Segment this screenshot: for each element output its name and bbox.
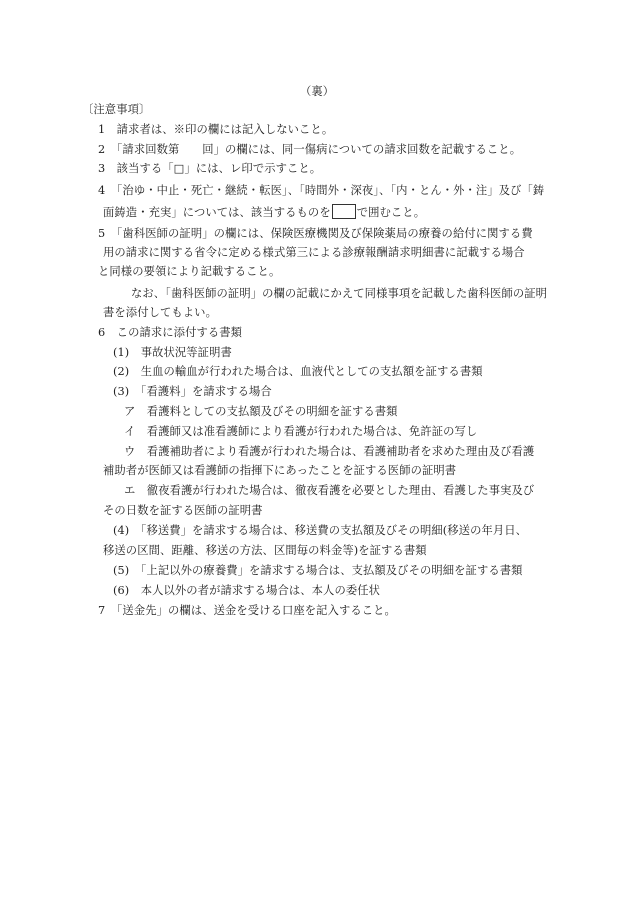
note-7: 7 「送金先」の欄は、送金を受ける口座を記入すること。 [98, 604, 396, 617]
note-5-line-1: 5 「歯科医師の証明」の欄には、保険医療機関及び保険薬局の療養の給付に関する費 [98, 227, 533, 240]
note-6-item-4-line-2: 移送の区間、距離、移送の方法、区間毎の料金等)を証する書類 [103, 544, 427, 557]
note-6-3-e-line-2: その日数を証する医師の証明書 [103, 504, 263, 517]
note-6-item-5: (5) 「上記以外の療養費」を請求する場合は、支払額及びその明細を証する書類 [113, 564, 523, 577]
note-5-line-3: と同様の要領により記載すること。 [98, 265, 281, 278]
note-1: 1 請求者は、※印の欄には記入しないこと。 [98, 123, 334, 136]
note-5-line-5: 書を添付してもよい。 [103, 306, 217, 319]
note-6-3-i: イ 看護師又は准看護師により看護が行われた場合は、免許証の写し [124, 425, 478, 438]
note-6-3-u-line-2: 補助者が医師又は看護師の指揮下にあったことを証する医師の証明書 [103, 464, 457, 477]
notes-heading: 〔注意事項〕 [82, 103, 151, 116]
note-4-line-2 [103, 204, 425, 220]
note-6-3-e-line-1: エ 徹夜看護が行われた場合は、徹夜看護を必要とした理由、看護した事実及び [124, 484, 535, 497]
note-6-item-3: (3) 「看護料」を請求する場合 [113, 385, 272, 398]
note-5-line-2: 用の請求に関する省令に定める様式第三による診療報酬請求明細書に記載する場合 [103, 246, 525, 259]
note-4-text-after-box: で囲むこと。 [356, 206, 426, 219]
note-2: 2 「請求回数第 回」の欄には、同一傷病についての請求回数を記載すること。 [98, 143, 522, 156]
note-6-item-6: (6) 本人以外の者が請求する場合は、本人の委任状 [113, 584, 381, 597]
note-5-line-4: なお、「歯科医師の証明」の欄の記載にかえて同様事項を記載した歯科医師の証明 [131, 287, 548, 300]
note-3: 3 該当する「□」には、レ印で示すこと。 [98, 162, 322, 175]
note-6-item-4-line-1: (4) 「移送費」を請求する場合は、移送費の支払額及びその明細(移送の年月日、 [113, 524, 528, 537]
note-4-line-1: 4 「治ゆ・中止・死亡・継続・転医」、「時間外・深夜」、「内・とん・外・注」及び「鋳 [98, 184, 545, 197]
note-6-3-u-line-1: ウ 看護補助者により看護が行われた場合は、看護補助者を求めた理由及び看護 [124, 445, 535, 458]
enclosure-box [332, 204, 356, 219]
note-6: 6 この請求に添付する書類 [98, 326, 243, 339]
note-6-3-a: ア 看護料としての支払額及びその明細を証する書類 [124, 405, 398, 418]
side-label: （裏） [300, 85, 335, 98]
note-6-item-2: (2) 生血の輸血が行われた場合は、血液代としての支払額を証する書類 [113, 365, 483, 378]
note-6-item-1: (1) 事故状況等証明書 [113, 346, 232, 359]
note-4-text-before-box: 面鋳造・充実」については、該当するものを [103, 206, 331, 219]
